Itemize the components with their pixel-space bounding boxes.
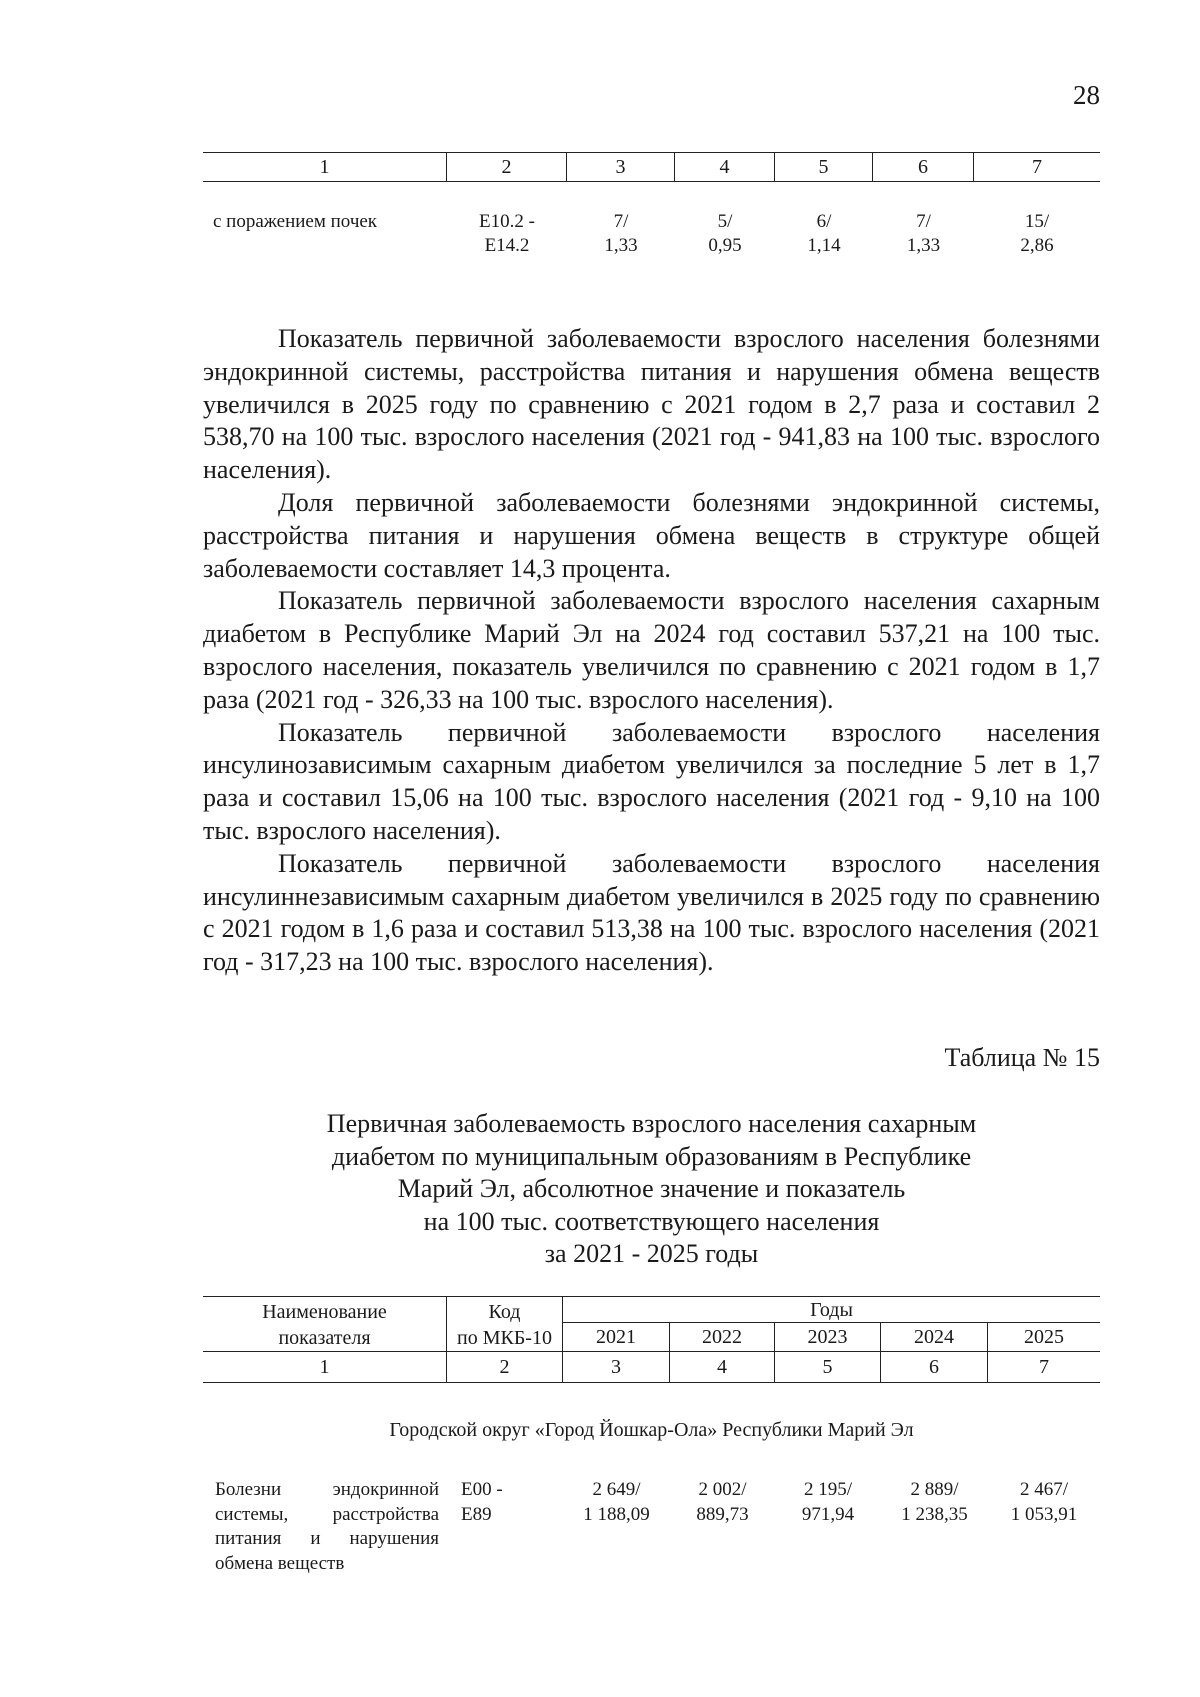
column-number: 1: [203, 1352, 447, 1382]
value-cell: 2 889/ 1 238,35: [901, 1479, 968, 1525]
row-name: с поражением почек: [213, 211, 378, 232]
header-year: 2021: [563, 1323, 670, 1351]
table-title-line: на 100 тыс. соответствующего населения: [423, 1206, 880, 1236]
page-number: 28: [1073, 80, 1100, 110]
table-row: [203, 210, 1100, 258]
paragraph: Доля первичной заболеваемости болезнями эндокринной системы, расстройства питания и нарушения обмена веществ в структуре общей заболеваемости составляет 14,3 процента.: [203, 487, 1100, 583]
body-text: [203, 323, 1100, 979]
paragraph: Показатель первичной заболеваемости взрослого населения инсулинозависимым сахарным диабетом увеличился за последние 5 лет в 1,7 раза и составил 15,06 на 100 тыс. взрослого населения (2021 год - 9,10 на 100 тыс. взрослого населения).: [203, 717, 1100, 845]
column-numbers-row: [203, 1351, 1100, 1383]
paragraph: Показатель первичной заболеваемости взрослого населения инсулиннезависимым сахарным диабетом увеличился в 2025 году по сравнению с 2021 годом в 1,6 раза и составил 513,38 на 100 тыс. взрослого населения (2021 год - 317,23 на 100 тыс. взрослого населения).: [203, 848, 1100, 977]
header-years: Годы: [563, 1297, 1100, 1323]
header-name: Наименование показателя: [203, 1297, 447, 1351]
table-15: [203, 1296, 1100, 1383]
value-cell: 7/ 1,33: [906, 211, 941, 256]
table-title-line: Первичная заболеваемость взрослого населения сахарным: [326, 1109, 977, 1138]
row-code: E10.2 - E14.2: [479, 211, 535, 256]
table-15-header: [203, 1296, 1100, 1351]
column-number: 3: [563, 1352, 670, 1382]
table-title: [203, 1108, 1100, 1271]
value-cell: 2 467/ 1 053,91: [1010, 1479, 1078, 1525]
table-title-line: за 2021 - 2025 годы: [544, 1239, 759, 1268]
column-number: 1: [203, 153, 447, 181]
continuation-table: [203, 152, 1100, 258]
value-cell: 5/ 0,95: [708, 211, 742, 256]
column-number: 6: [881, 1352, 988, 1382]
value-cell: 2 002/ 889,73: [696, 1479, 749, 1525]
column-number: 5: [775, 1352, 881, 1382]
table-row: [203, 1478, 1100, 1576]
table-title-line: диабетом по муниципальным образованиям в Республике: [331, 1141, 972, 1171]
district-heading: Городской округ «Город Йошкар-Ола» Республики Марий Эл: [389, 1419, 914, 1441]
column-number: 7: [1039, 1356, 1049, 1378]
row-name: Болезни эндокринной системы, расстройства питания и нарушения обмена веществ: [215, 1479, 439, 1574]
row-code: E00 - E89: [461, 1479, 503, 1525]
column-number: 5: [775, 153, 873, 181]
column-number: 4: [675, 153, 775, 181]
table-label: Таблица № 15: [944, 1043, 1100, 1072]
value-cell: 7/ 1,33: [604, 211, 638, 256]
header-code: Код по МКБ-10: [447, 1297, 563, 1351]
column-number: 3: [567, 153, 675, 181]
column-number: 2: [447, 153, 567, 181]
value-cell: 2 649/ 1 188,09: [583, 1479, 650, 1525]
value-cell: 15/ 2,86: [1020, 211, 1054, 256]
table-title-line: Марий Эл, абсолютное значение и показатель: [397, 1174, 906, 1203]
paragraph: Показатель первичной заболеваемости взрослого населения сахарным диабетом в Республике Марий Эл на 2024 год составил 537,21 на 100 тыс. взрослого населения, показатель увеличился по сравнению с 2021 годом в 1,7 раза (2021 год - 326,33 на 100 тыс. взрослого населения).: [203, 586, 1100, 714]
column-number: 7: [1032, 156, 1042, 178]
continuation-table-header: [203, 152, 1100, 182]
value-cell: 6/ 1,14: [807, 211, 841, 256]
column-number: 2: [447, 1352, 563, 1382]
paragraph: Показатель первичной заболеваемости взрослого населения болезнями эндокринной системы, расстройства питания и нарушения обмена веществ увеличился в 2025 году по сравнению с 2021 годом в 2,7 раза и составил 2 538,70 на 100 тыс. взрослого населения (2021 год - 941,83 на 100 тыс. взрослого населения).: [203, 324, 1100, 485]
header-year: 2025: [1024, 1326, 1064, 1348]
column-number: 6: [873, 153, 974, 181]
header-year: 2023: [775, 1323, 881, 1351]
header-year: 2024: [881, 1323, 988, 1351]
header-year: 2022: [670, 1323, 775, 1351]
column-number: 4: [670, 1352, 775, 1382]
value-cell: 2 195/ 971,94: [801, 1479, 855, 1525]
